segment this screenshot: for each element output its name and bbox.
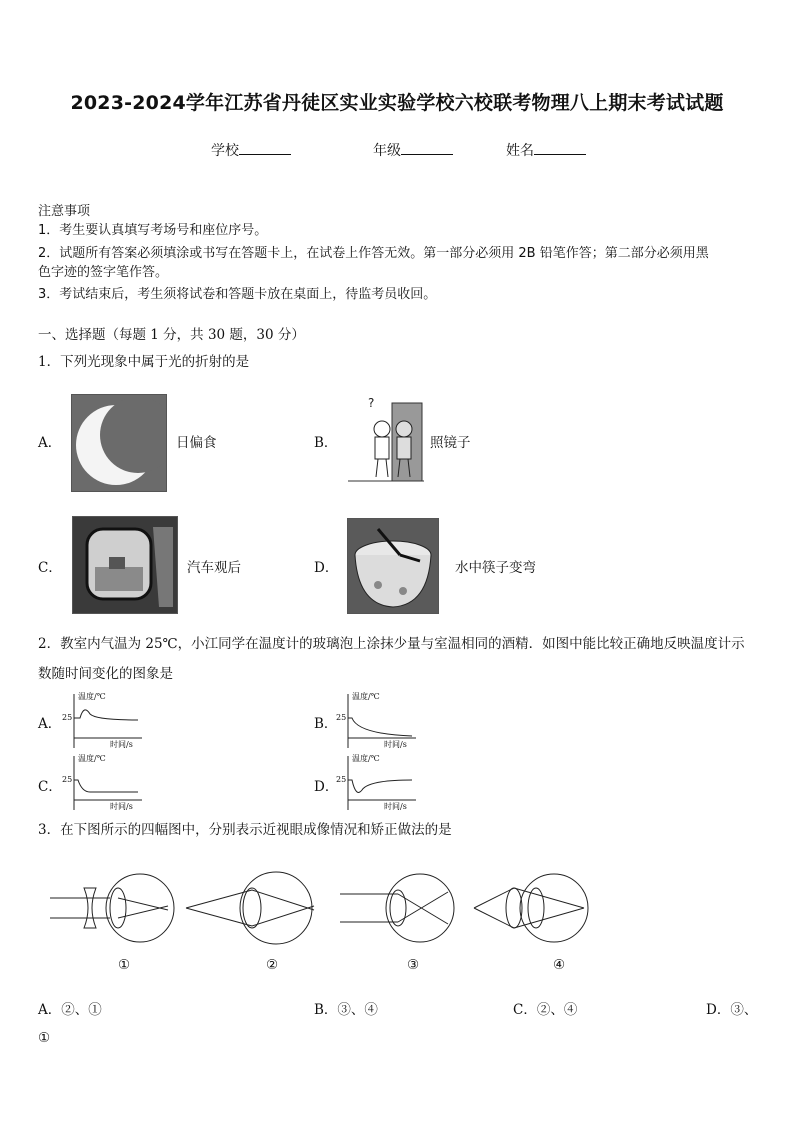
mirror-cartoon-image xyxy=(348,393,424,485)
q2-option-d-letter: D． xyxy=(314,779,339,795)
q3-option-b xyxy=(314,998,378,1018)
q2-a-xlabel: 时间/s xyxy=(110,740,133,749)
q3-option-d-wrap: ① xyxy=(38,1030,51,1046)
section-heading: 一、选择题（每题 1 分，共 30 题，30 分） xyxy=(38,327,305,343)
q2-d-xlabel: 时间/s xyxy=(384,802,407,811)
q1-option-c-letter: C． xyxy=(38,560,62,576)
q3-option-c xyxy=(513,998,577,1018)
notice-item: 2．试题所有答案必须填涂或书写在答题卡上，在试卷上作答无效。第一部分必须用 2B 铅笔作答；第二部分必须用黑 xyxy=(38,246,709,261)
name-blank xyxy=(534,142,586,155)
grade-blank xyxy=(401,142,453,155)
q2-d-ylabel: 温度/℃ xyxy=(352,754,380,763)
q3-option-d-letter: D． xyxy=(706,1002,731,1018)
notice-item: 3．考试结束后，考生须将试卷和答题卡放在桌面上，待监考员收回。 xyxy=(38,287,437,302)
grade-field xyxy=(373,140,453,160)
q2-option-a-letter: A． xyxy=(38,716,62,732)
svg-text:?: ? xyxy=(368,396,375,410)
q2-a-ylabel: 温度/℃ xyxy=(78,692,106,701)
q3-option-b-text: ③、④ xyxy=(337,1002,378,1018)
q3-option-a-text: ②、① xyxy=(61,1002,102,1018)
q2-a-tick: 25 xyxy=(62,713,73,722)
eye-diagrams xyxy=(48,858,608,958)
rearview-mirror-image xyxy=(72,516,178,614)
q1-option-a-letter: A． xyxy=(38,435,62,451)
eye-diagram-2 xyxy=(186,872,314,944)
q2-b-xlabel: 时间/s xyxy=(384,740,407,749)
q3-option-a-letter: A． xyxy=(38,1002,62,1018)
q2-d-tick: 25 xyxy=(336,775,347,784)
q1-option-b-letter: B． xyxy=(314,435,338,451)
eye-diagram-4 xyxy=(474,874,588,942)
eclipse-drawing xyxy=(72,395,166,491)
q3-option-c-letter: C． xyxy=(513,1002,537,1018)
eye-diagram-3 xyxy=(340,874,454,942)
q2-option-b-letter: B． xyxy=(314,716,338,732)
q3-option-d-text: ③、 xyxy=(730,1002,758,1018)
q1-option-a-caption: 日偏食 xyxy=(176,435,217,451)
chopstick-bowl-image xyxy=(347,518,439,614)
q2-c-tick: 25 xyxy=(62,775,73,784)
question-1-stem: 1．下列光现象中属于光的折射的是 xyxy=(38,354,250,370)
school-field xyxy=(211,140,291,160)
q2-b-tick: 25 xyxy=(336,713,347,722)
q3-option-d xyxy=(706,998,757,1018)
q3-option-a xyxy=(38,998,102,1018)
q2-c-xlabel: 时间/s xyxy=(110,802,133,811)
question-2-stem-line2: 数随时间变化的图象是 xyxy=(38,666,173,682)
school-label: 学校 xyxy=(211,143,239,159)
mirror-cartoon-drawing xyxy=(348,393,424,485)
figure-label-1: ① xyxy=(118,957,131,973)
q1-option-b-caption: 照镜子 xyxy=(430,435,471,451)
q1-option-d-letter: D． xyxy=(314,560,339,576)
q2-b-ylabel: 温度/℃ xyxy=(352,692,380,701)
figure-label-4: ④ xyxy=(553,957,566,973)
notice-heading: 注意事项 xyxy=(38,204,91,219)
q3-option-c-text: ②、④ xyxy=(536,1002,578,1018)
name-field xyxy=(506,140,586,160)
notice-item: 色字迹的签字笔作答。 xyxy=(38,265,169,280)
page-title: 2023-2024学年江苏省丹徒区实业实验学校六校联考物理八上期末考试试题 xyxy=(70,92,724,114)
name-label: 姓名 xyxy=(506,143,534,159)
notice-item: 1．考生要认真填写考场号和座位序号。 xyxy=(38,223,268,238)
grade-label: 年级 xyxy=(373,143,401,159)
figure-label-3: ③ xyxy=(407,957,420,973)
question-2-stem-line1: 2．教室内气温为 25℃，小江同学在温度计的玻璃泡上涂抹少量与室温相同的酒精．如图中能比较正确地反映温度计示 xyxy=(38,636,745,652)
rearview-mirror-drawing xyxy=(73,517,177,613)
chopstick-bowl-drawing xyxy=(348,519,438,613)
school-blank xyxy=(239,142,291,155)
question-3-stem: 3．在下图所示的四幅图中，分别表示近视眼成像情况和矫正做法的是 xyxy=(38,822,452,838)
eye-diagram-1 xyxy=(50,874,174,942)
q1-option-c-caption: 汽车观后 xyxy=(187,560,241,576)
solar-eclipse-image xyxy=(71,394,167,492)
figure-label-2: ② xyxy=(266,957,279,973)
q3-option-b-letter: B． xyxy=(314,1002,338,1018)
q2-c-ylabel: 温度/℃ xyxy=(78,754,106,763)
q1-option-d-caption: 水中筷子变弯 xyxy=(455,560,536,576)
q2-option-c-letter: C． xyxy=(38,779,62,795)
